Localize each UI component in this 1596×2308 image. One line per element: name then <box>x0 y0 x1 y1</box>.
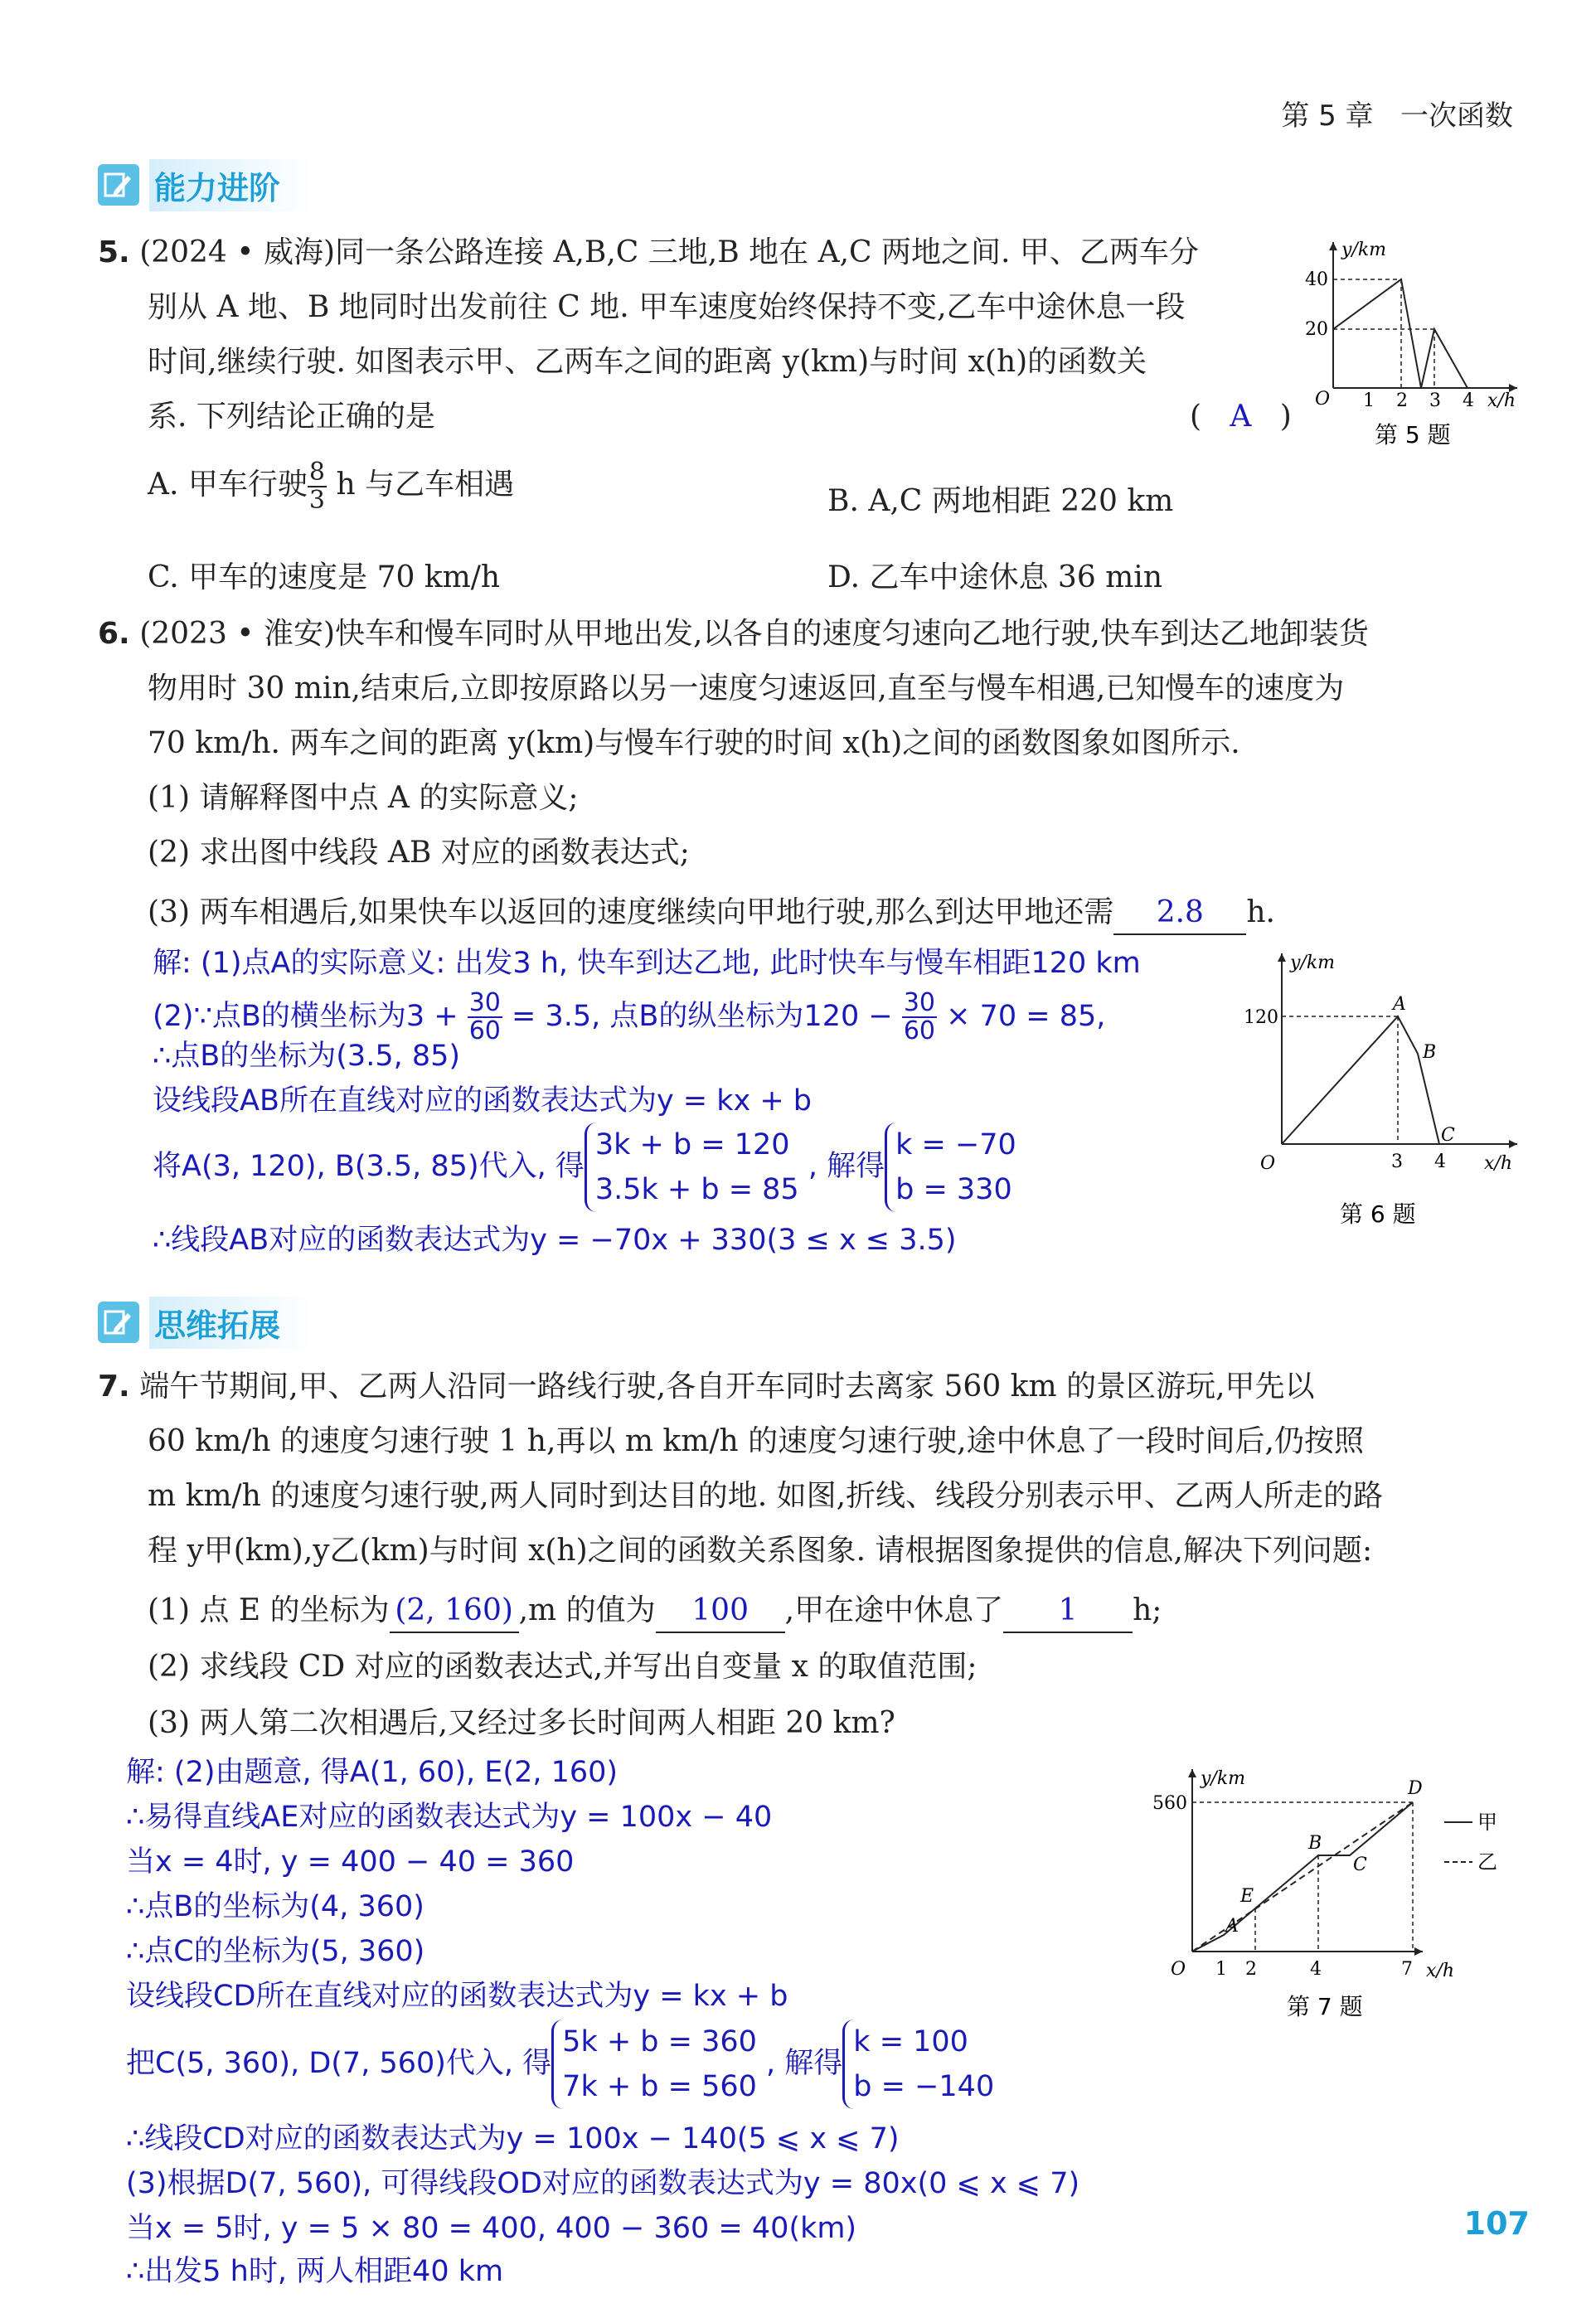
q7-sol2: ∴易得直线AE对应的函数表达式为y = 100x − 40 <box>126 1801 773 1834</box>
q6-number: 6. <box>98 617 130 651</box>
x-axis-arrow <box>1509 1140 1517 1148</box>
point-a-label: A <box>1225 1916 1239 1937</box>
res2: b = 330 <box>895 1173 1012 1206</box>
frac-den: 3 <box>308 486 325 515</box>
q5-option-a <box>148 459 514 514</box>
q5-option-c: C. 甲车的速度是 70 km/h <box>148 560 501 594</box>
frac-den: 60 <box>468 1016 501 1045</box>
q7-sol5: ∴点C的坐标为(5, 360) <box>126 1935 425 1968</box>
q5-option-d: D. 乙车中途休息 36 min <box>827 560 1162 594</box>
x-tick-1: 1 <box>1363 390 1375 411</box>
q7-graph <box>1149 1761 1522 2034</box>
q6-part3-unit: h. <box>1246 895 1275 929</box>
section-title: 能力进阶 <box>149 159 313 211</box>
y-axis-arrow <box>1329 242 1337 250</box>
q5-text1: (2024 • 威海)同一条公路连接 A,B,C 三地,B 地在 A,C 两地之间. 甲、乙两车分 <box>139 235 1199 269</box>
page-number: 107 <box>1463 2205 1530 2242</box>
paren-right: ) <box>1279 400 1292 434</box>
q7-sol10: 当x = 5时, y = 5 × 80 = 400, 400 − 360 = 40(km) <box>126 2212 857 2245</box>
q7-part3: (3) 两人第二次相遇后,又经过多长时间两人相距 20 km? <box>148 1706 895 1740</box>
y-tick-560: 560 <box>1152 1793 1187 1814</box>
eq2: 7k + b = 560 <box>562 2070 757 2103</box>
x-tick-4: 4 <box>1434 1152 1446 1172</box>
equation-system <box>551 2019 757 2109</box>
x-tick-1: 1 <box>1215 1959 1227 1980</box>
distance-polyline <box>1333 279 1467 388</box>
q7-sol6: 设线段CD所在直线对应的函数表达式为y = kx + b <box>126 1980 788 2013</box>
equation-system <box>585 1122 799 1212</box>
eq1: 5k + b = 360 <box>562 2025 757 2058</box>
q5-line4: 系. 下列结论正确的是 <box>148 400 435 434</box>
q7-number: 7. <box>98 1370 130 1404</box>
pencil-icon <box>98 164 139 206</box>
q7-blank-m: 100 <box>656 1590 785 1633</box>
fraction-30-60-b <box>902 990 937 1045</box>
point-c-label: C <box>1353 1855 1367 1875</box>
sol2-mid: = 3.5, 点B的纵坐标为120 − <box>512 1000 893 1033</box>
pencil-icon <box>98 1302 139 1343</box>
sol2-pre: (2)∵点B的横坐标为3 + <box>153 1000 458 1033</box>
paren-left: ( <box>1190 400 1202 434</box>
q7-line3: m km/h 的速度匀速行驶,两人同时到达目的地. 如图,折线、线段分别表示甲、乙两人所走的路 <box>148 1479 1384 1513</box>
origin-label: O <box>1171 1959 1186 1980</box>
frac-num: 30 <box>468 988 501 1017</box>
q7-sol7 <box>126 2019 994 2109</box>
q7-sol8: ∴线段CD对应的函数表达式为y = 100x − 140(5 ⩽ x ⩽ 7) <box>126 2122 900 2155</box>
q7-blank-rest: 1 <box>1003 1590 1133 1633</box>
q5-number: 5. <box>98 235 130 269</box>
y-label: y/km <box>1290 953 1336 973</box>
q6-line3: 70 km/h. 两车之间的距离 y(km)与慢车行驶的时间 x(h)之间的函数图象如图所示. <box>148 726 1240 760</box>
sol7-pre: 把C(5, 360), D(7, 560)代入, 得 <box>126 2047 552 2080</box>
solution-system <box>842 2019 994 2109</box>
chapter-title: 一次函数 <box>1400 99 1513 133</box>
q7-sol3: 当x = 4时, y = 400 − 40 = 360 <box>126 1845 575 1879</box>
q5-opt-a-post: h 与乙车相遇 <box>336 468 515 502</box>
q6-part3 <box>148 892 1275 935</box>
frac-num: 8 <box>308 458 325 487</box>
y-label: y/km <box>1341 240 1387 260</box>
q6-line1 <box>98 613 1369 655</box>
y-tick-20: 20 <box>1305 319 1328 340</box>
legend-yi-label: 乙 <box>1477 1850 1497 1874</box>
q7-sol1: 解: (2)由题意, 得A(1, 60), E(2, 160) <box>126 1756 619 1789</box>
section-header-ability <box>98 161 313 209</box>
x-tick-2: 2 <box>1245 1959 1257 1980</box>
x-tick-7: 7 <box>1401 1959 1413 1980</box>
x-label: x/h <box>1484 1153 1512 1174</box>
x-label: x/h <box>1487 390 1516 411</box>
sol2-post: × 70 = 85, <box>946 1000 1106 1033</box>
origin-label: O <box>1260 1153 1276 1174</box>
distance-polyline <box>1282 1016 1439 1144</box>
p1-pre: (1) 点 E 的坐标为 <box>148 1593 390 1627</box>
q5-opt-a-fraction <box>308 459 327 514</box>
p1-mid1: ,m 的值为 <box>518 1593 656 1627</box>
res1: k = 100 <box>853 2025 968 2058</box>
eq2: 3.5k + b = 85 <box>594 1173 799 1206</box>
q7-part1 <box>148 1590 1162 1633</box>
q6-part1: (1) 请解释图中点 A 的实际意义; <box>148 781 579 815</box>
fraction-30-60-a <box>468 990 502 1045</box>
q6-part3-blank: 2.8 <box>1113 892 1246 935</box>
point-c-label: C <box>1441 1125 1455 1146</box>
x-label: x/h <box>1426 1961 1454 1981</box>
y-tick-40: 40 <box>1305 269 1328 290</box>
chapter-number: 第 5 章 <box>1281 99 1374 133</box>
p1-mid2: ,甲在途中休息了 <box>784 1593 1004 1627</box>
y-axis-arrow <box>1188 1769 1196 1777</box>
q7-sol4: ∴点B的坐标为(4, 360) <box>126 1890 424 1923</box>
y-axis-arrow <box>1278 953 1286 962</box>
x-tick-2: 2 <box>1396 390 1408 411</box>
section-header-thinking <box>98 1298 313 1346</box>
q5-answer: A <box>1230 400 1252 434</box>
point-d-label: D <box>1408 1778 1423 1799</box>
sol5-pre: 将A(3, 120), B(3.5, 85)代入, 得 <box>153 1150 585 1183</box>
y-tick-120: 120 <box>1244 1007 1278 1028</box>
chapter-header <box>1281 93 1513 133</box>
frac-den: 60 <box>903 1016 936 1045</box>
res1: k = −70 <box>895 1128 1016 1161</box>
q6-line2: 物用时 30 min,结束后,立即按原路以另一速度匀速返回,直至与慢车相遇,已知慢车的速度为 <box>148 672 1345 705</box>
q6-sol4: 设线段AB所在直线对应的函数表达式为y = kx + b <box>153 1084 813 1118</box>
q5-opt-a-pre: A. 甲车行驶 <box>148 468 308 502</box>
q5-graph <box>1293 234 1526 449</box>
point-b-label: B <box>1423 1042 1437 1063</box>
section-title: 思维拓展 <box>149 1297 313 1349</box>
q5-line3: 时间,继续行驶. 如图表示甲、乙两车之间的距离 y(km)与时间 x(h)的函数关 <box>148 345 1147 379</box>
q7-part2: (2) 求线段 CD 对应的函数表达式,并写出自变量 x 的取值范围; <box>148 1650 977 1684</box>
q6-part2: (2) 求出图中线段 AB 对应的函数表达式; <box>148 836 690 870</box>
x-tick-3: 3 <box>1391 1152 1403 1172</box>
res2: b = −140 <box>853 2070 995 2103</box>
q7-blank-e: (2, 160) <box>390 1590 519 1633</box>
q6-sol5 <box>153 1122 1016 1212</box>
origin-label: O <box>1315 389 1331 410</box>
q5-line2: 别从 A 地、B 地同时出发前往 C 地. 甲车速度始终保持不变,乙车中途休息一段 <box>148 290 1186 324</box>
q6-caption: 第 6 题 <box>1340 1200 1416 1228</box>
q7-sol11: ∴出发5 h时, 两人相距40 km <box>126 2255 504 2288</box>
q7-sol9: (3)根据D(7, 560), 可得线段OD对应的函数表达式为y = 80x(0 ⩽ x ⩽ 7) <box>126 2167 1080 2200</box>
x-axis-arrow <box>1414 1947 1423 1956</box>
q6-sol6: ∴线段AB对应的函数表达式为y = −70x + 330(3 ≤ x ≤ 3.5) <box>153 1224 957 1257</box>
point-a-label: A <box>1393 994 1406 1015</box>
sol7-mid: , 解得 <box>766 2047 843 2080</box>
q7-line4: 程 y甲(km),y乙(km)与时间 x(h)之间的函数关系图象. 请根据图象提供的信息,解决下列问题: <box>148 1534 1373 1568</box>
y-label: y/km <box>1201 1768 1246 1789</box>
x-tick-4: 4 <box>1310 1959 1322 1980</box>
x-tick-4: 4 <box>1463 390 1474 411</box>
q5-option-b: B. A,C 两地相距 220 km <box>827 484 1174 518</box>
point-b-label: B <box>1308 1833 1322 1854</box>
legend-jia-label: 甲 <box>1477 1811 1497 1834</box>
q7-line1 <box>98 1366 1315 1408</box>
q6-sol1: 解: (1)点A的实际意义: 出发3 h, 快车到达乙地, 此时快车与慢车相距120 km <box>153 947 1141 980</box>
q6-part3-text: (3) 两车相遇后,如果快车以返回的速度继续向甲地行驶,那么到达甲地还需 <box>148 895 1114 929</box>
q6-sol3: ∴点B的坐标为(3.5, 85) <box>153 1040 461 1073</box>
q7-caption: 第 7 题 <box>1287 1993 1363 2020</box>
q6-graph <box>1235 945 1534 1235</box>
q7-line2: 60 km/h 的速度匀速行驶 1 h,再以 m km/h 的速度匀速行驶,途中休息了一段时间后,仍按照 <box>148 1424 1365 1458</box>
q5-line1 <box>98 232 1199 274</box>
eq1: 3k + b = 120 <box>594 1128 790 1161</box>
solution-system <box>885 1122 1016 1212</box>
sol5-mid: , 解得 <box>808 1150 885 1183</box>
point-e-label: E <box>1240 1886 1254 1907</box>
x-tick-3: 3 <box>1429 390 1441 411</box>
frac-num: 30 <box>903 988 936 1017</box>
q7-text1: 端午节期间,甲、乙两人沿同一路线行驶,各自开车同时去离家 560 km 的景区游玩,甲先以 <box>139 1370 1315 1404</box>
q6-text1: (2023 • 淮安)快车和慢车同时从甲地出发,以各自的速度匀速向乙地行驶,快车到达乙地卸装货 <box>139 617 1369 651</box>
p1-post: h; <box>1133 1593 1162 1627</box>
q5-caption: 第 5 题 <box>1375 421 1451 449</box>
q5-answer-bracket <box>1190 396 1292 438</box>
